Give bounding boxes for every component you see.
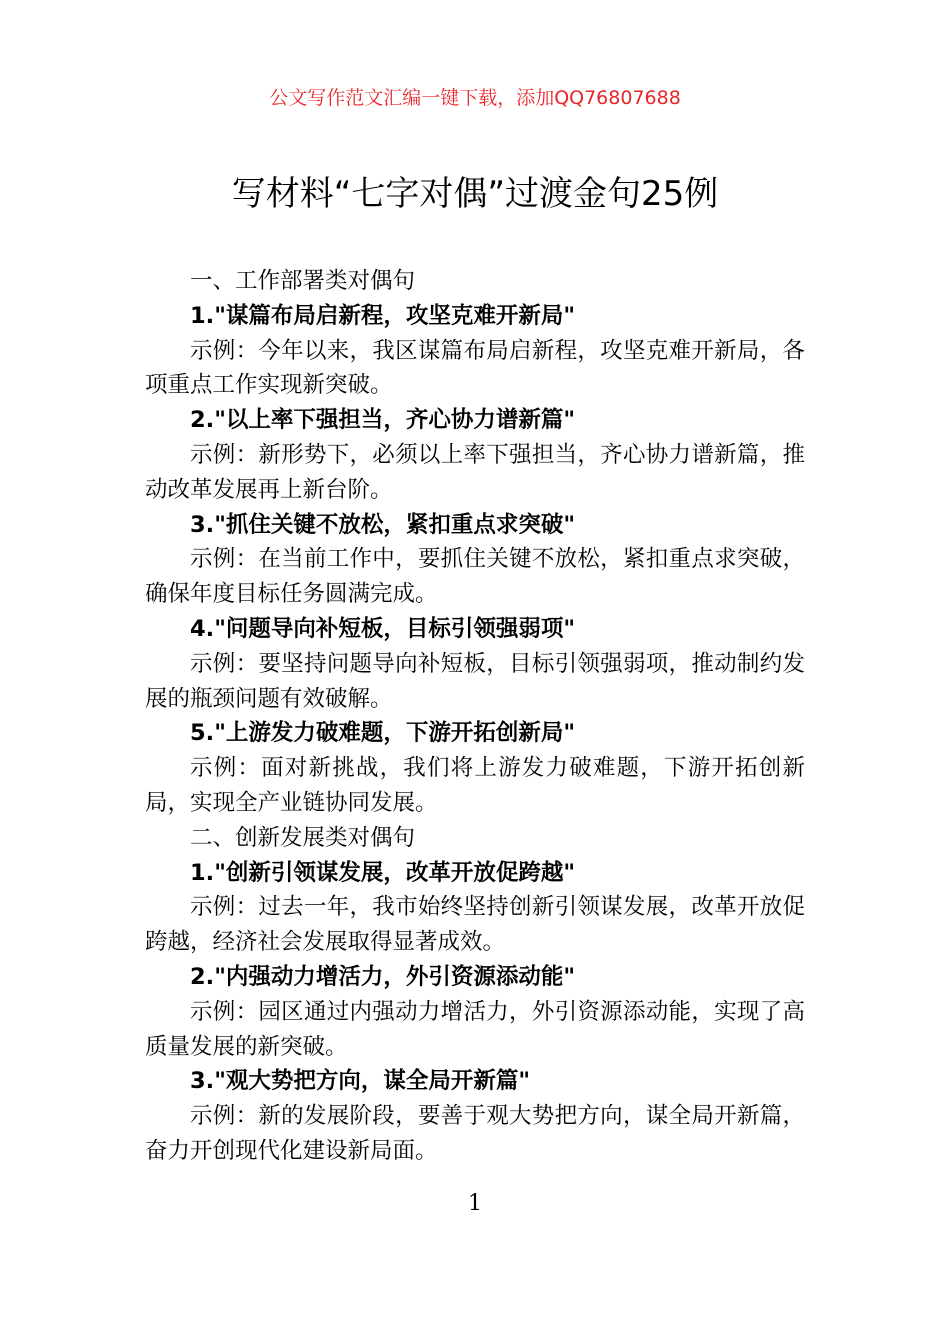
- phrase-heading: 2."内强动力增活力，外引资源添动能": [190, 963, 576, 990]
- phrase-heading: 2."以上率下强担当，齐心协力谱新篇": [190, 407, 576, 434]
- download-promo-link[interactable]: 公文写作范文汇编一键下载，添加QQ76807688: [269, 87, 681, 109]
- phrase-heading: 3."观大势把方向，谋全局开新篇": [190, 1068, 531, 1095]
- phrase-heading: 3."抓住关键不放松，紧扣重点求突破": [190, 511, 576, 538]
- example-paragraph: 示例：过去一年，我市始终坚持创新引领谋发展，改革开放促跨越，经济社会发展取得显著成效。: [145, 894, 805, 956]
- example-paragraph: 示例：在当前工作中，要抓住关键不放松，紧扣重点求突破，确保年度目标任务圆满完成。: [145, 546, 805, 608]
- document-title: 写材料“七字对偶”过渡金句25例: [231, 174, 719, 214]
- example-paragraph: 示例：面对新挑战，我们将上游发力破难题，下游开拓创新局，实现全产业链协同发展。: [145, 755, 805, 816]
- example-paragraph: 示例：要坚持问题导向补短板，目标引领强弱项，推动制约发展的瓶颈问题有效破解。: [145, 650, 805, 712]
- phrase-heading: 1."创新引领谋发展，改革开放促跨越": [190, 859, 576, 886]
- section-heading: 一、工作部署类对偶句: [190, 268, 416, 294]
- page-number: 1: [468, 1191, 482, 1216]
- example-paragraph: 示例：今年以来，我区谋篇布局启新程，攻坚克难开新局，各项重点工作实现新突破。: [145, 337, 805, 399]
- example-paragraph: 示例：园区通过内强动力增活力，外引资源添动能，实现了高质量发展的新突破。: [145, 998, 805, 1060]
- example-paragraph: 示例：新的发展阶段，要善于观大势把方向，谋全局开新篇，奋力开创现代化建设新局面。: [145, 1103, 805, 1164]
- phrase-heading: 5."上游发力破难题，下游开拓创新局": [190, 720, 576, 747]
- phrase-heading: 4."问题导向补短板，目标引领强弱项": [190, 615, 576, 642]
- example-paragraph: 示例：新形势下，必须以上率下强担当，齐心协力谱新篇，推动改革发展再上新台阶。: [145, 441, 805, 503]
- section-heading: 二、创新发展类对偶句: [190, 824, 416, 851]
- phrase-heading: 1."谋篇布局启新程，攻坚克难开新局": [190, 302, 576, 329]
- document-body: [145, 264, 805, 1169]
